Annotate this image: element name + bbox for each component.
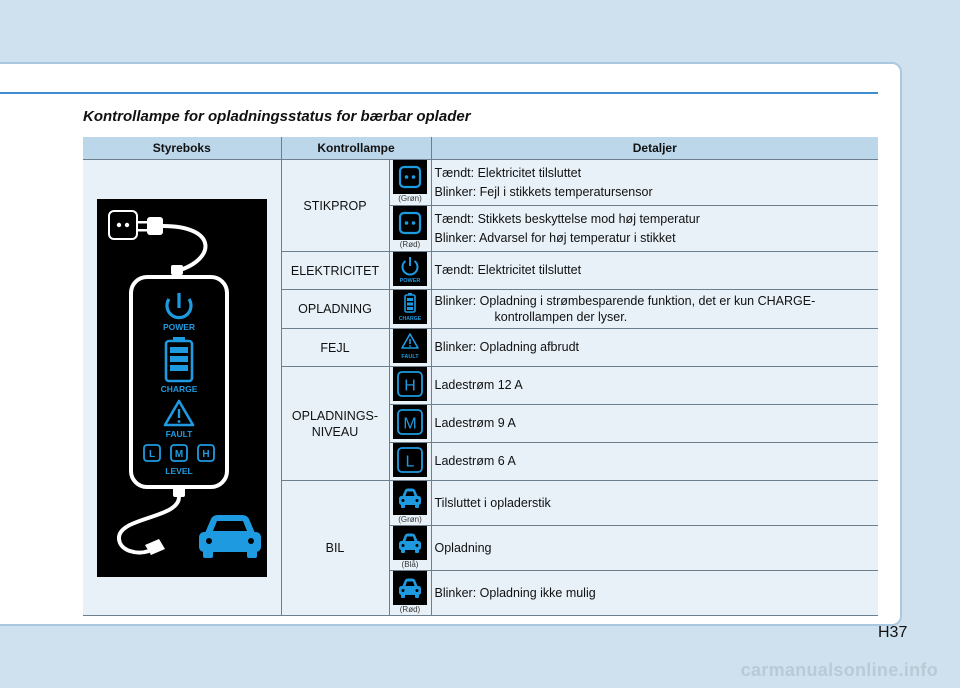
device-level-h-label: H [202, 448, 210, 460]
lamp-cell [389, 329, 431, 367]
lamp-cell [389, 252, 431, 290]
lamp-label-l: L [405, 453, 415, 471]
car-icon [393, 481, 427, 515]
detail-line: Tændt: Elektricitet tilsluttet [434, 165, 582, 180]
lamp-label-power: POWER [399, 278, 421, 284]
lamp-cell [389, 160, 431, 206]
car-icon [393, 526, 427, 560]
plug-prong-icon [137, 221, 147, 224]
level-m-icon [393, 405, 427, 439]
lamp-cell [389, 206, 431, 252]
section-title: Kontrollampe for opladningsstatus for bærbar oplader [83, 108, 471, 125]
device-label-fault: FAULT [165, 428, 193, 439]
category-stikprop: STIKPROP [281, 160, 389, 252]
detail-line: Blinker: Opladning afbrudt [434, 340, 580, 354]
lamp-label-h: H [404, 377, 416, 395]
cable-upper-icon [163, 226, 205, 271]
lamp-color-label: (Grøn) [398, 194, 422, 203]
device-level-l-label: L [148, 448, 155, 460]
battery-icon [393, 290, 427, 324]
lamp-color-label: (Rød) [399, 605, 421, 614]
warning-dot-icon [177, 420, 180, 423]
detail-line: Blinker: Fejl i stikkets temperatursensor [434, 184, 653, 199]
category-bil: BIL [281, 481, 389, 616]
car-headlight-icon [206, 538, 212, 544]
lamp-icon-box [393, 160, 427, 194]
detail-line: Blinker: Opladning i strømbesparende funktion, det er kun CHARGE-kontrollampen der lyser. [434, 294, 816, 324]
detail-cell [431, 526, 878, 571]
detail-cell [431, 367, 878, 405]
lamp-label-charge: CHARGE [398, 316, 422, 322]
column-header-styreboks: Styreboks [83, 137, 281, 160]
plug-prong-icon [137, 229, 147, 232]
lamp-label-m: M [403, 415, 417, 433]
detail-line: Ladestrøm 6 A [434, 454, 516, 468]
category-fejl: FEJL [281, 329, 389, 367]
lamp-icon-box [393, 405, 427, 439]
lamp-icon-box [393, 290, 427, 324]
power-icon [393, 252, 427, 286]
detail-line: Ladestrøm 9 A [434, 416, 516, 430]
plug-icon [147, 217, 163, 235]
detail-cell [431, 252, 878, 290]
lamp-cell [389, 405, 431, 443]
column-header-detaljer: Detaljer [431, 137, 878, 160]
status-table [83, 137, 878, 616]
lamp-icon-box [393, 481, 427, 515]
lamp-cell [389, 443, 431, 481]
lamp-icon-box [393, 443, 427, 477]
lamp-icon-box [393, 526, 427, 560]
lamp-icon-box [393, 206, 427, 240]
battery-bar-icon [170, 347, 188, 353]
control-box-illustration [83, 160, 281, 616]
lamp-cell [389, 290, 431, 329]
page-number: H37 [878, 624, 908, 641]
car-icon [393, 571, 427, 605]
category-opladning: OPLADNING [281, 290, 389, 329]
cable-clamp-icon [173, 487, 185, 497]
control-box-svg [97, 199, 267, 577]
lamp-color-label: (Blå) [401, 560, 419, 569]
lamp-cell [389, 571, 431, 616]
lamp-icon-box [393, 329, 427, 363]
detail-cell [431, 405, 878, 443]
lamp-color-label: (Grøn) [398, 515, 422, 524]
car-window-icon [213, 521, 247, 531]
detail-cell [431, 290, 878, 329]
top-rule [0, 92, 878, 94]
detail-line: Ladestrøm 12 A [434, 378, 523, 392]
detail-line: Tændt: Elektricitet tilsluttet [434, 263, 582, 277]
lamp-color-label: (Rød) [399, 240, 421, 249]
category-opladnings-niveau [281, 367, 389, 481]
detail-line: Tændt: Stikkets beskyttelse mod høj temperatur [434, 211, 700, 226]
lamp-cell [389, 481, 431, 526]
car-headlight-icon [248, 538, 254, 544]
table-row [83, 160, 878, 206]
lamp-icon-box [393, 252, 427, 286]
detail-cell [431, 206, 878, 252]
detail-cell [431, 443, 878, 481]
detail-cell [431, 329, 878, 367]
detail-cell [431, 160, 878, 206]
socket-pin-icon [125, 222, 129, 226]
lamp-cell [389, 367, 431, 405]
level-l-icon [393, 443, 427, 477]
device-label-charge: CHARGE [160, 383, 198, 394]
watermark[interactable]: carmanualsonline.info [740, 660, 938, 680]
plug-socket-icon [109, 211, 137, 239]
table-header-row [83, 137, 878, 160]
lamp-icon-box [393, 367, 427, 401]
column-header-kontrollampe: Kontrollampe [281, 137, 431, 160]
category-line: OPLADNINGS- NIVEAU [291, 408, 379, 439]
detail-line: Blinker: Opladning ikke mulig [434, 585, 596, 600]
detail-line: Blinker: Advarsel for høj temperatur i stikket [434, 230, 676, 245]
battery-cap-icon [173, 337, 185, 341]
battery-bar-icon [170, 356, 188, 362]
socket-icon [393, 160, 427, 194]
device-label-power: POWER [162, 321, 195, 332]
cable-clamp-icon [171, 265, 183, 275]
detail-cell [431, 571, 878, 616]
category-elektricitet: ELEKTRICITET [281, 252, 389, 290]
detail-line: Opladning [434, 540, 492, 555]
device-label-level: LEVEL [165, 465, 193, 476]
lamp-icon-box [393, 571, 427, 605]
device-level-m-label: M [174, 448, 183, 460]
socket-icon [393, 206, 427, 240]
level-h-icon [393, 367, 427, 401]
detail-cell [431, 481, 878, 526]
lamp-cell [389, 526, 431, 571]
battery-bar-icon [170, 365, 188, 371]
warning-icon [393, 329, 427, 363]
detail-line: Tilsluttet i opladerstik [434, 495, 551, 510]
lamp-label-fault: FAULT [401, 354, 419, 360]
socket-pin-icon [117, 222, 121, 226]
